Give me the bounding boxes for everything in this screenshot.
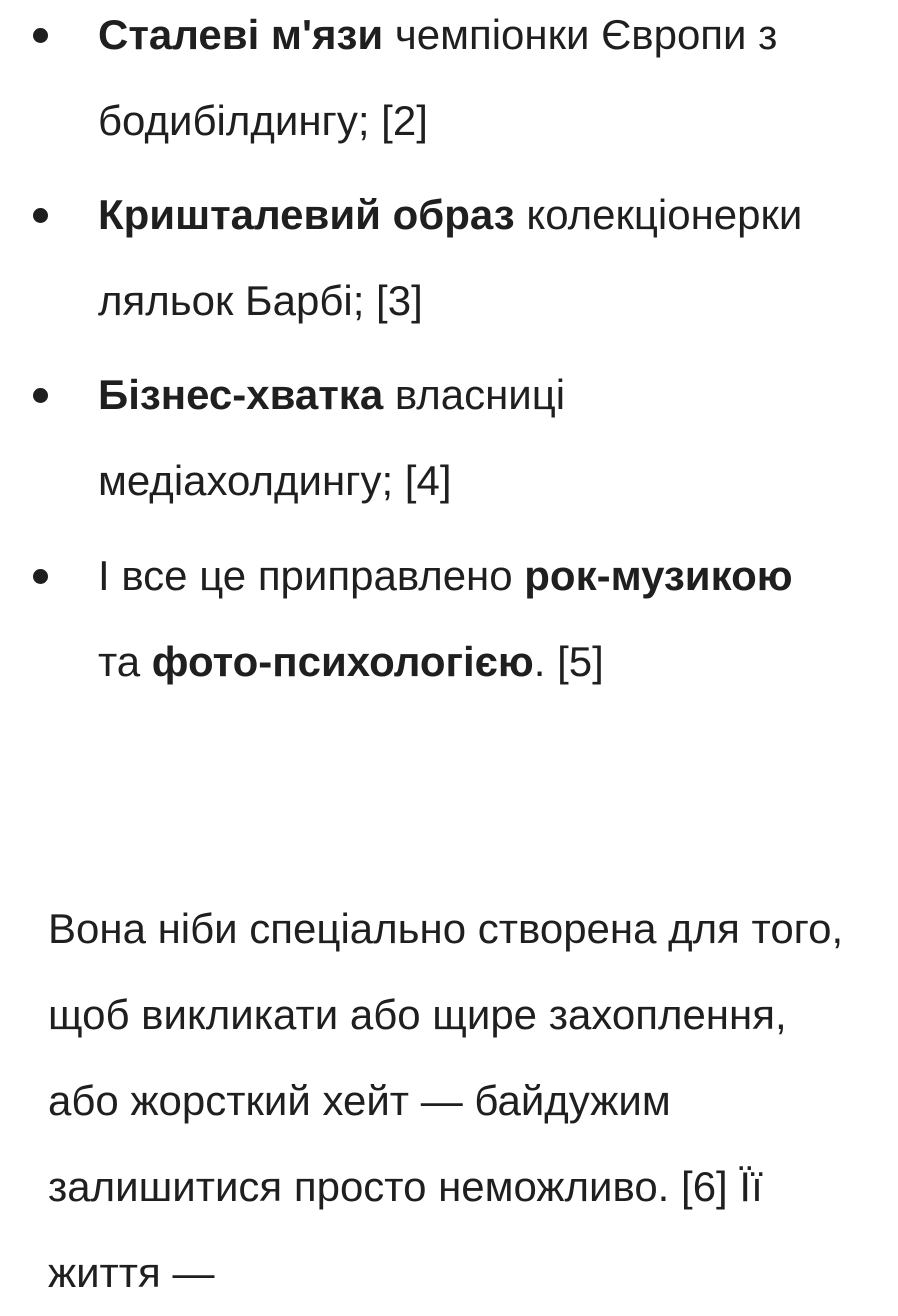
bullet-icon: [33, 208, 48, 223]
item-text: власниці медіахолдингу;: [98, 371, 566, 504]
item-text: .: [533, 638, 546, 685]
item-text: колекціонерки ляльок Барбі;: [98, 191, 803, 324]
bold-text: рок-музикою: [524, 552, 793, 599]
paragraph-text: Вона ніби спеціально створена для того, щоб викликати або щире захоплення, або жорсткий хейт — байдужим залишитися просто неможливо.: [48, 905, 844, 1210]
reference-link[interactable]: [6]: [669, 1163, 728, 1210]
item-text: чемпіонки Європи з бодибілдингу;: [98, 11, 778, 144]
bullet-icon: [33, 569, 48, 584]
bullet-icon: [33, 28, 48, 43]
list-item: [0, 0, 898, 164]
reference-link[interactable]: [2]: [369, 97, 428, 144]
bullet-icon: [33, 388, 48, 403]
reference-link[interactable]: [3]: [364, 277, 423, 324]
reference-link[interactable]: [4]: [393, 457, 452, 504]
item-text: І все це приправлено: [98, 552, 525, 599]
list-item: [0, 172, 898, 344]
list-item: [0, 533, 898, 705]
bold-text: Кришталевий образ: [98, 191, 515, 238]
item-text: та: [98, 638, 152, 685]
paragraph-continuation: Її життя —: [48, 1163, 763, 1296]
body-paragraph: [48, 886, 868, 1316]
bold-text: Сталеві м'язи: [98, 11, 384, 58]
bold-text: Бізнес-хватка: [98, 371, 384, 418]
list-item: [0, 352, 898, 524]
reference-link[interactable]: [5]: [545, 638, 604, 685]
bold-text: фото-психологією: [151, 638, 534, 685]
